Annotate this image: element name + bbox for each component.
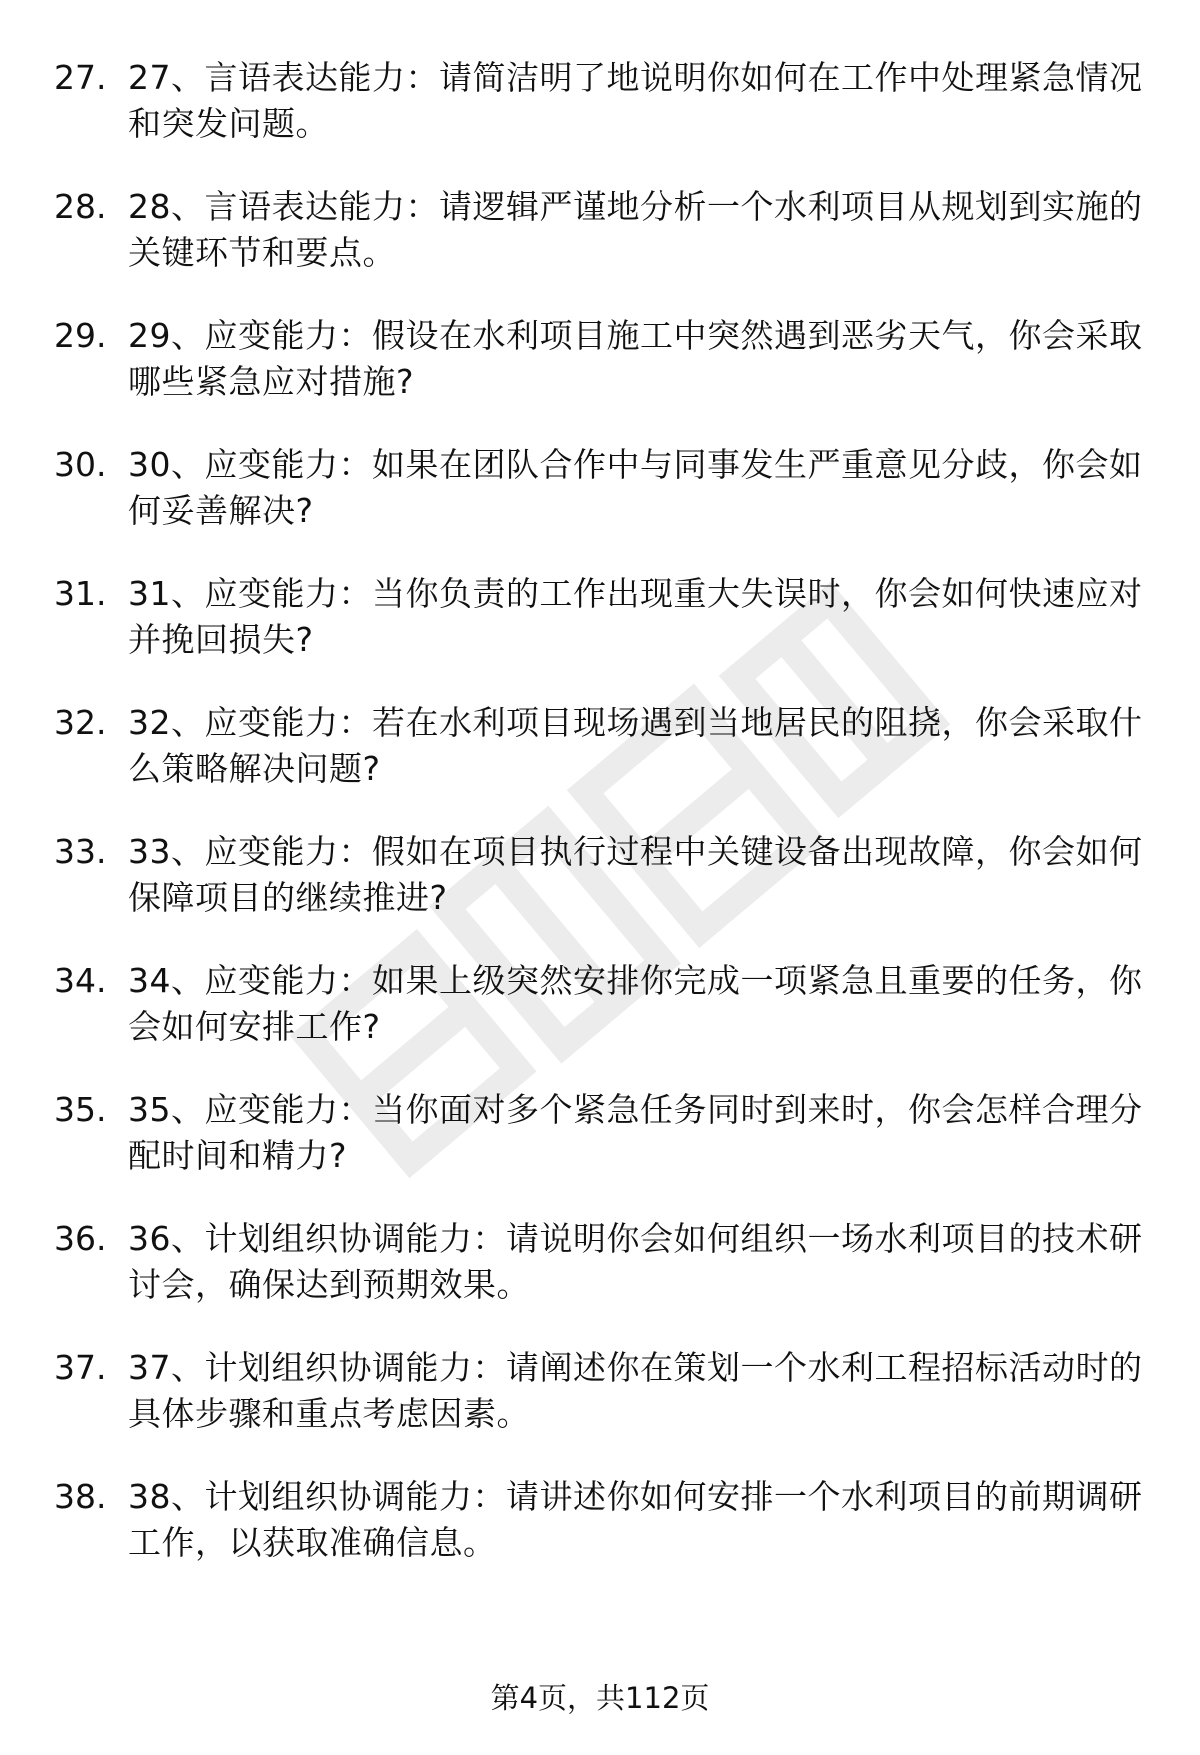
list-item bbox=[0, 184, 1200, 276]
item-number: 32. bbox=[54, 703, 107, 742]
list-item bbox=[0, 55, 1200, 147]
question-text: 37、计划组织协调能力：请阐述你在策划一个水利工程招标活动时的具体步骤和重点考虑因素。 bbox=[128, 1348, 1143, 1433]
list-item bbox=[0, 1087, 1200, 1179]
item-number: 30. bbox=[54, 445, 107, 484]
list-item bbox=[0, 700, 1200, 792]
item-number: 37. bbox=[54, 1348, 107, 1387]
list-item bbox=[0, 829, 1200, 921]
list-item bbox=[0, 1216, 1200, 1308]
item-number: 29. bbox=[54, 316, 107, 355]
list-item bbox=[0, 958, 1200, 1050]
item-number: 34. bbox=[54, 961, 107, 1000]
question-text: 30、应变能力：如果在团队合作中与同事发生严重意见分歧，你会如何妥善解决? bbox=[128, 445, 1143, 530]
question-text: 38、计划组织协调能力：请讲述你如何安排一个水利项目的前期调研工作，以获取准确信息。 bbox=[128, 1477, 1143, 1562]
item-number: 36. bbox=[54, 1219, 107, 1258]
list-item bbox=[0, 571, 1200, 663]
question-text: 31、应变能力：当你负责的工作出现重大失误时，你会如何快速应对并挽回损失? bbox=[128, 574, 1143, 659]
question-text: 29、应变能力：假设在水利项目施工中突然遇到恶劣天气，你会采取哪些紧急应对措施? bbox=[128, 316, 1143, 401]
question-text: 36、计划组织协调能力：请说明你会如何组织一场水利项目的技术研讨会，确保达到预期效果。 bbox=[128, 1219, 1143, 1304]
list-item bbox=[0, 1474, 1200, 1566]
item-number: 28. bbox=[54, 187, 107, 226]
page-footer: 第4页，共112页 bbox=[490, 1681, 710, 1715]
question-text: 27、言语表达能力：请简洁明了地说明你如何在工作中处理紧急情况和突发问题。 bbox=[128, 58, 1143, 143]
question-text: 34、应变能力：如果上级突然安排你完成一项紧急且重要的任务，你会如何安排工作? bbox=[128, 961, 1143, 1046]
question-text: 32、应变能力：若在水利项目现场遇到当地居民的阻挠，你会采取什么策略解决问题? bbox=[128, 703, 1143, 788]
item-number: 27. bbox=[54, 58, 107, 97]
list-item bbox=[0, 442, 1200, 534]
list-item bbox=[0, 1345, 1200, 1437]
item-number: 31. bbox=[54, 574, 107, 613]
question-text: 33、应变能力：假如在项目执行过程中关键设备出现故障，你会如何保障项目的继续推进? bbox=[128, 832, 1143, 917]
item-number: 38. bbox=[54, 1477, 107, 1516]
item-number: 33. bbox=[54, 832, 107, 871]
question-list bbox=[0, 55, 1200, 1603]
item-number: 35. bbox=[54, 1090, 107, 1129]
question-text: 28、言语表达能力：请逻辑严谨地分析一个水利项目从规划到实施的关键环节和要点。 bbox=[128, 187, 1143, 272]
question-text: 35、应变能力：当你面对多个紧急任务同时到来时，你会怎样合理分配时间和精力? bbox=[128, 1090, 1143, 1175]
list-item bbox=[0, 313, 1200, 405]
